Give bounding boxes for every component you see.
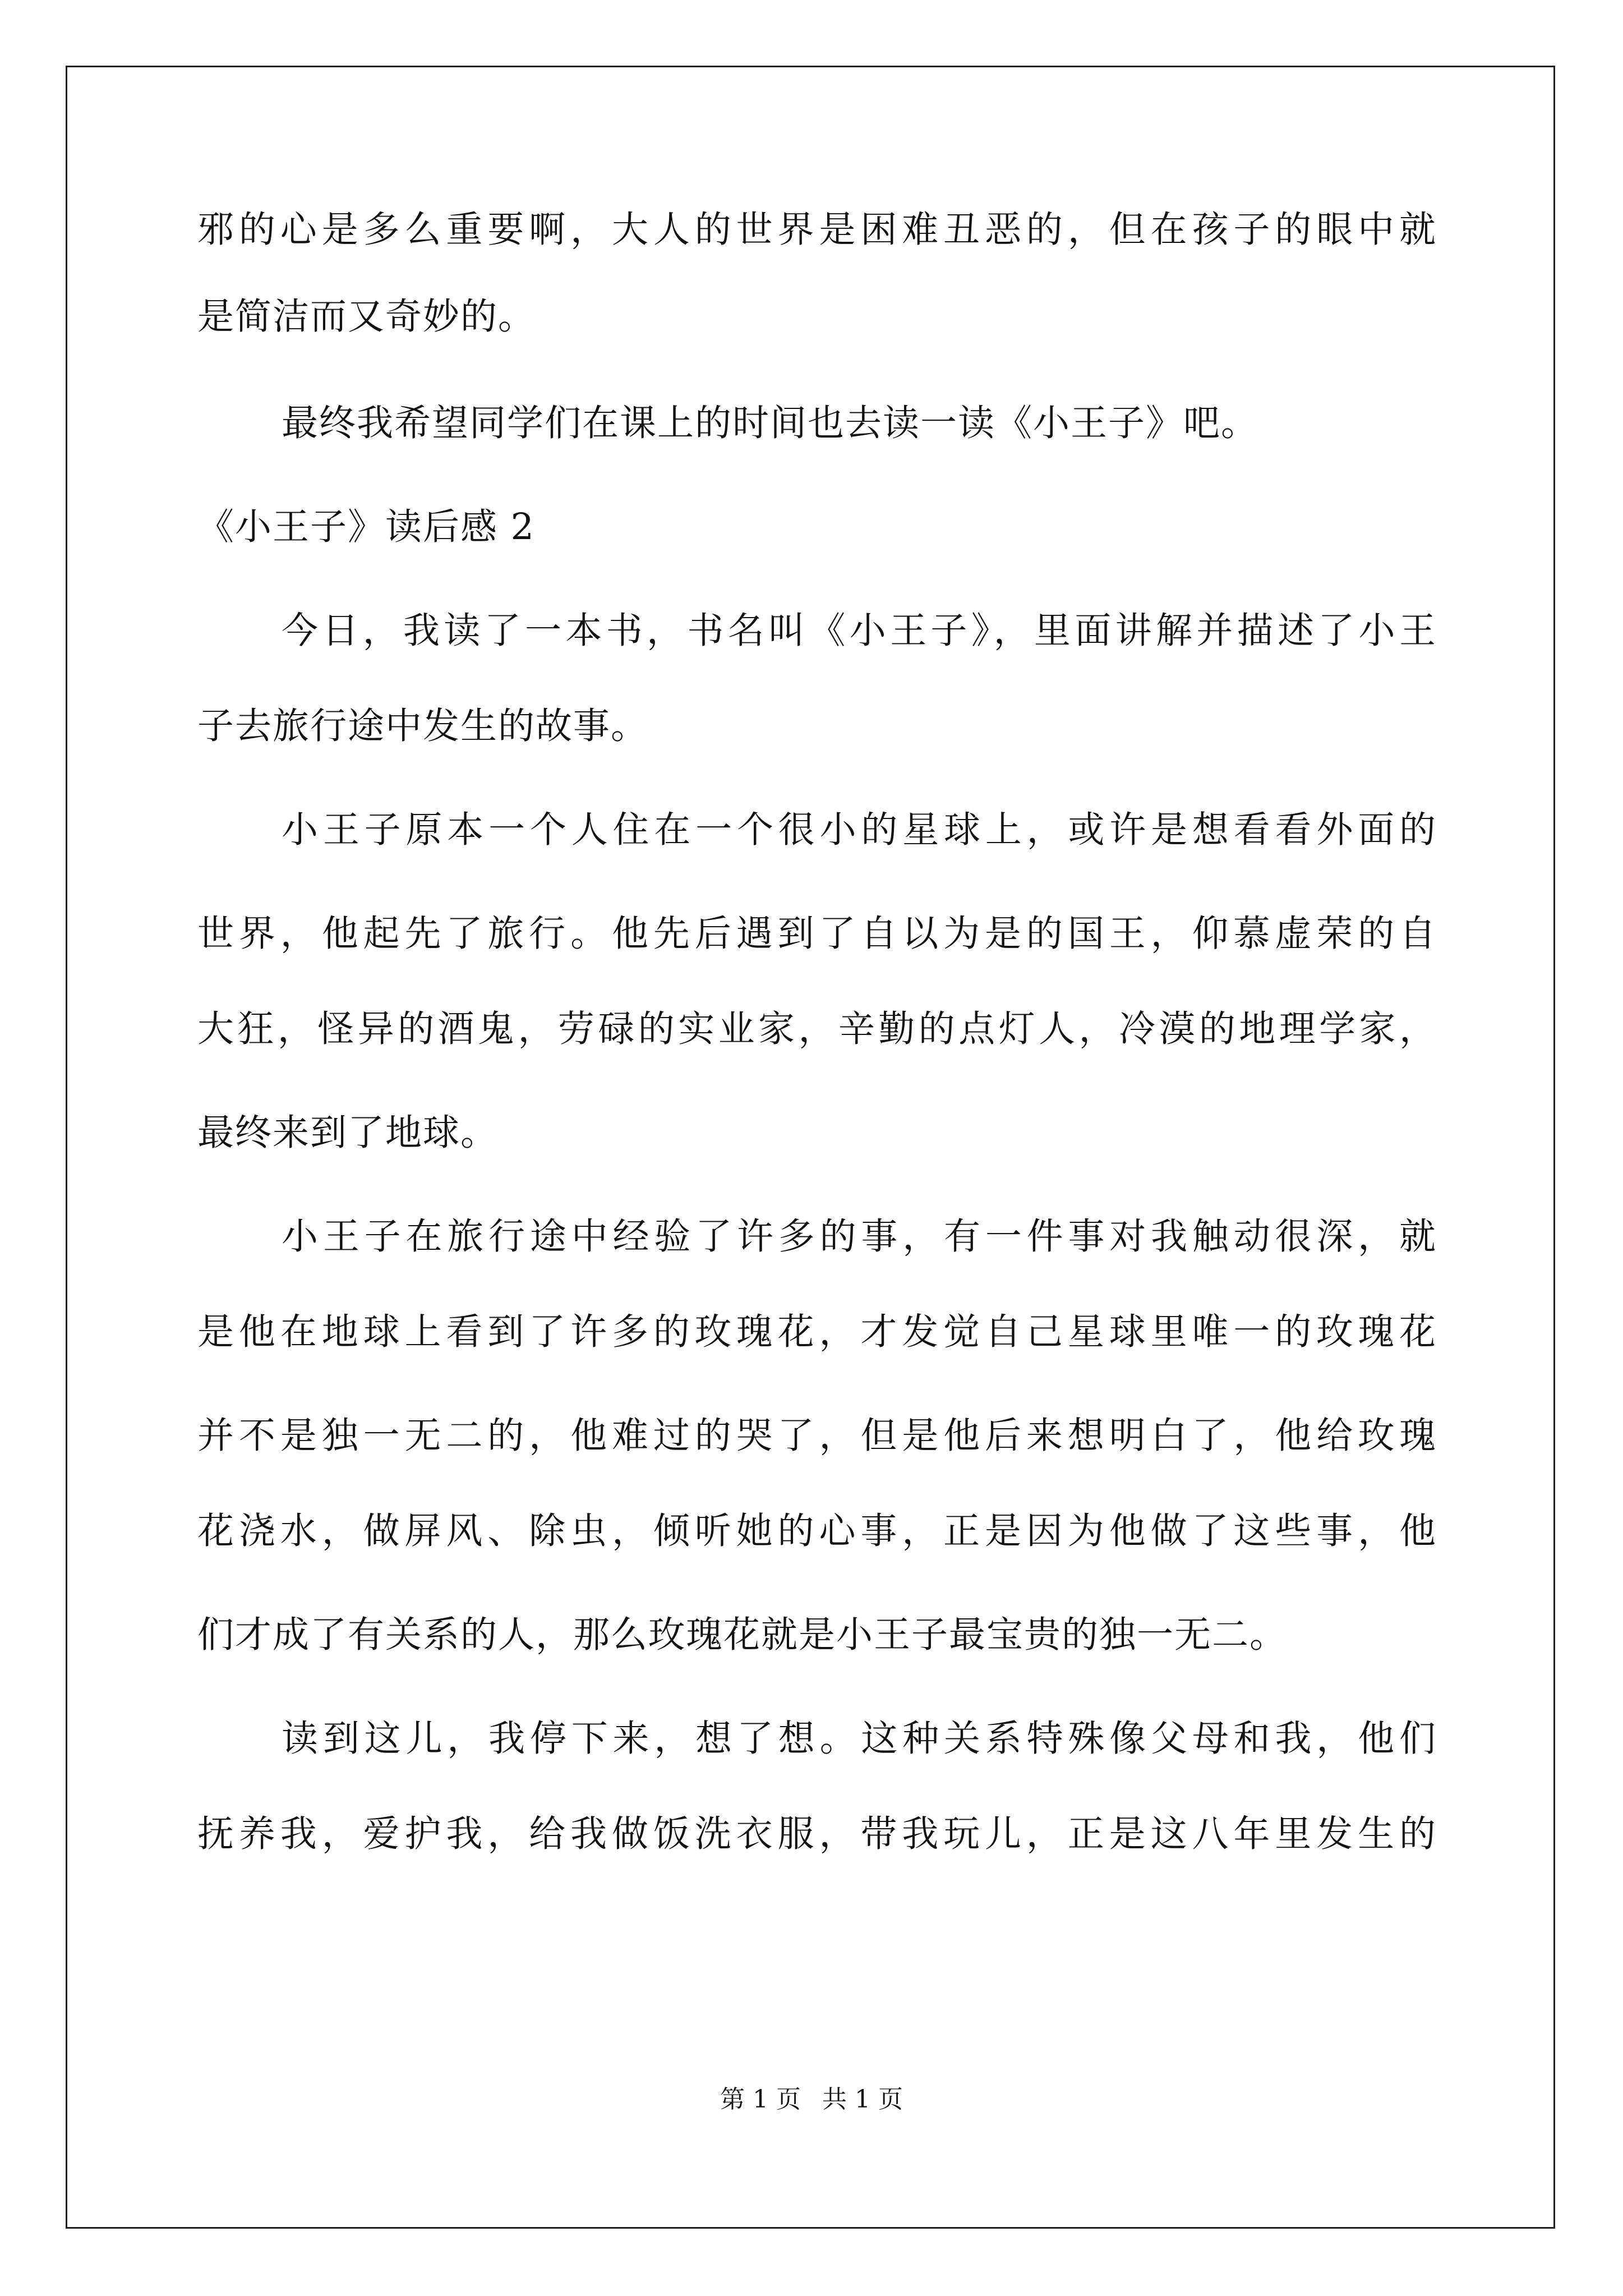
text-line-17: 抚养我，爱护我，给我做饭洗衣服，带我玩儿，正是这八年里发生的 bbox=[197, 1813, 1437, 1855]
text-line-1: 邪的心是多么重要啊，大人的世界是困难丑恶的，但在孩子的眼中就 bbox=[197, 209, 1437, 251]
text-line-15: 们才成了有关系的人，那么玫瑰花就是小王子最宝贵的独一无二。 bbox=[197, 1614, 1288, 1656]
page-number-total: 共 1 页 bbox=[822, 2085, 903, 2114]
text-line-14: 花浇水，做屏风、除虫，倾听她的心事，正是因为他做了这些事，他 bbox=[197, 1510, 1437, 1552]
text-line-9: 大狂，怪异的酒鬼，劳碌的实业家，辛勤的点灯人，冷漠的地理学家， bbox=[197, 1008, 1437, 1050]
text-line-10: 最终来到了地球。 bbox=[197, 1112, 499, 1154]
page-footer bbox=[0, 2084, 1623, 2115]
text-line-2: 是简洁而又奇妙的。 bbox=[197, 296, 536, 338]
text-line-16: 读到这儿，我停下来，想了想。这种关系特殊像父母和我，他们 bbox=[282, 1718, 1437, 1760]
section-heading: 《小王子》读后感 2 bbox=[197, 506, 536, 548]
text-line-12: 是他在地球上看到了许多的玫瑰花，才发觉自己星球里唯一的玫瑰花 bbox=[197, 1311, 1437, 1353]
text-line-13: 并不是独一无二的，他难过的哭了，但是他后来想明白了，他给玫瑰 bbox=[197, 1415, 1437, 1457]
text-line-11: 小王子在旅行途中经验了许多的事，有一件事对我触动很深，就 bbox=[282, 1216, 1437, 1258]
text-line-7: 小王子原本一个人住在一个很小的星球上，或许是想看看外面的 bbox=[282, 809, 1437, 851]
page-number-current: 第 1 页 bbox=[720, 2085, 801, 2114]
text-line-8: 世界，他起先了旅行。他先后遇到了自以为是的国王，仰慕虚荣的自 bbox=[197, 913, 1437, 955]
text-line-6: 子去旅行途中发生的故事。 bbox=[197, 705, 649, 747]
text-line-5: 今日，我读了一本书，书名叫《小王子》，里面讲解并描述了小王 bbox=[282, 610, 1437, 652]
text-line-3: 最终我希望同学们在课上的时间也去读一读《小王子》吧。 bbox=[282, 402, 1259, 444]
